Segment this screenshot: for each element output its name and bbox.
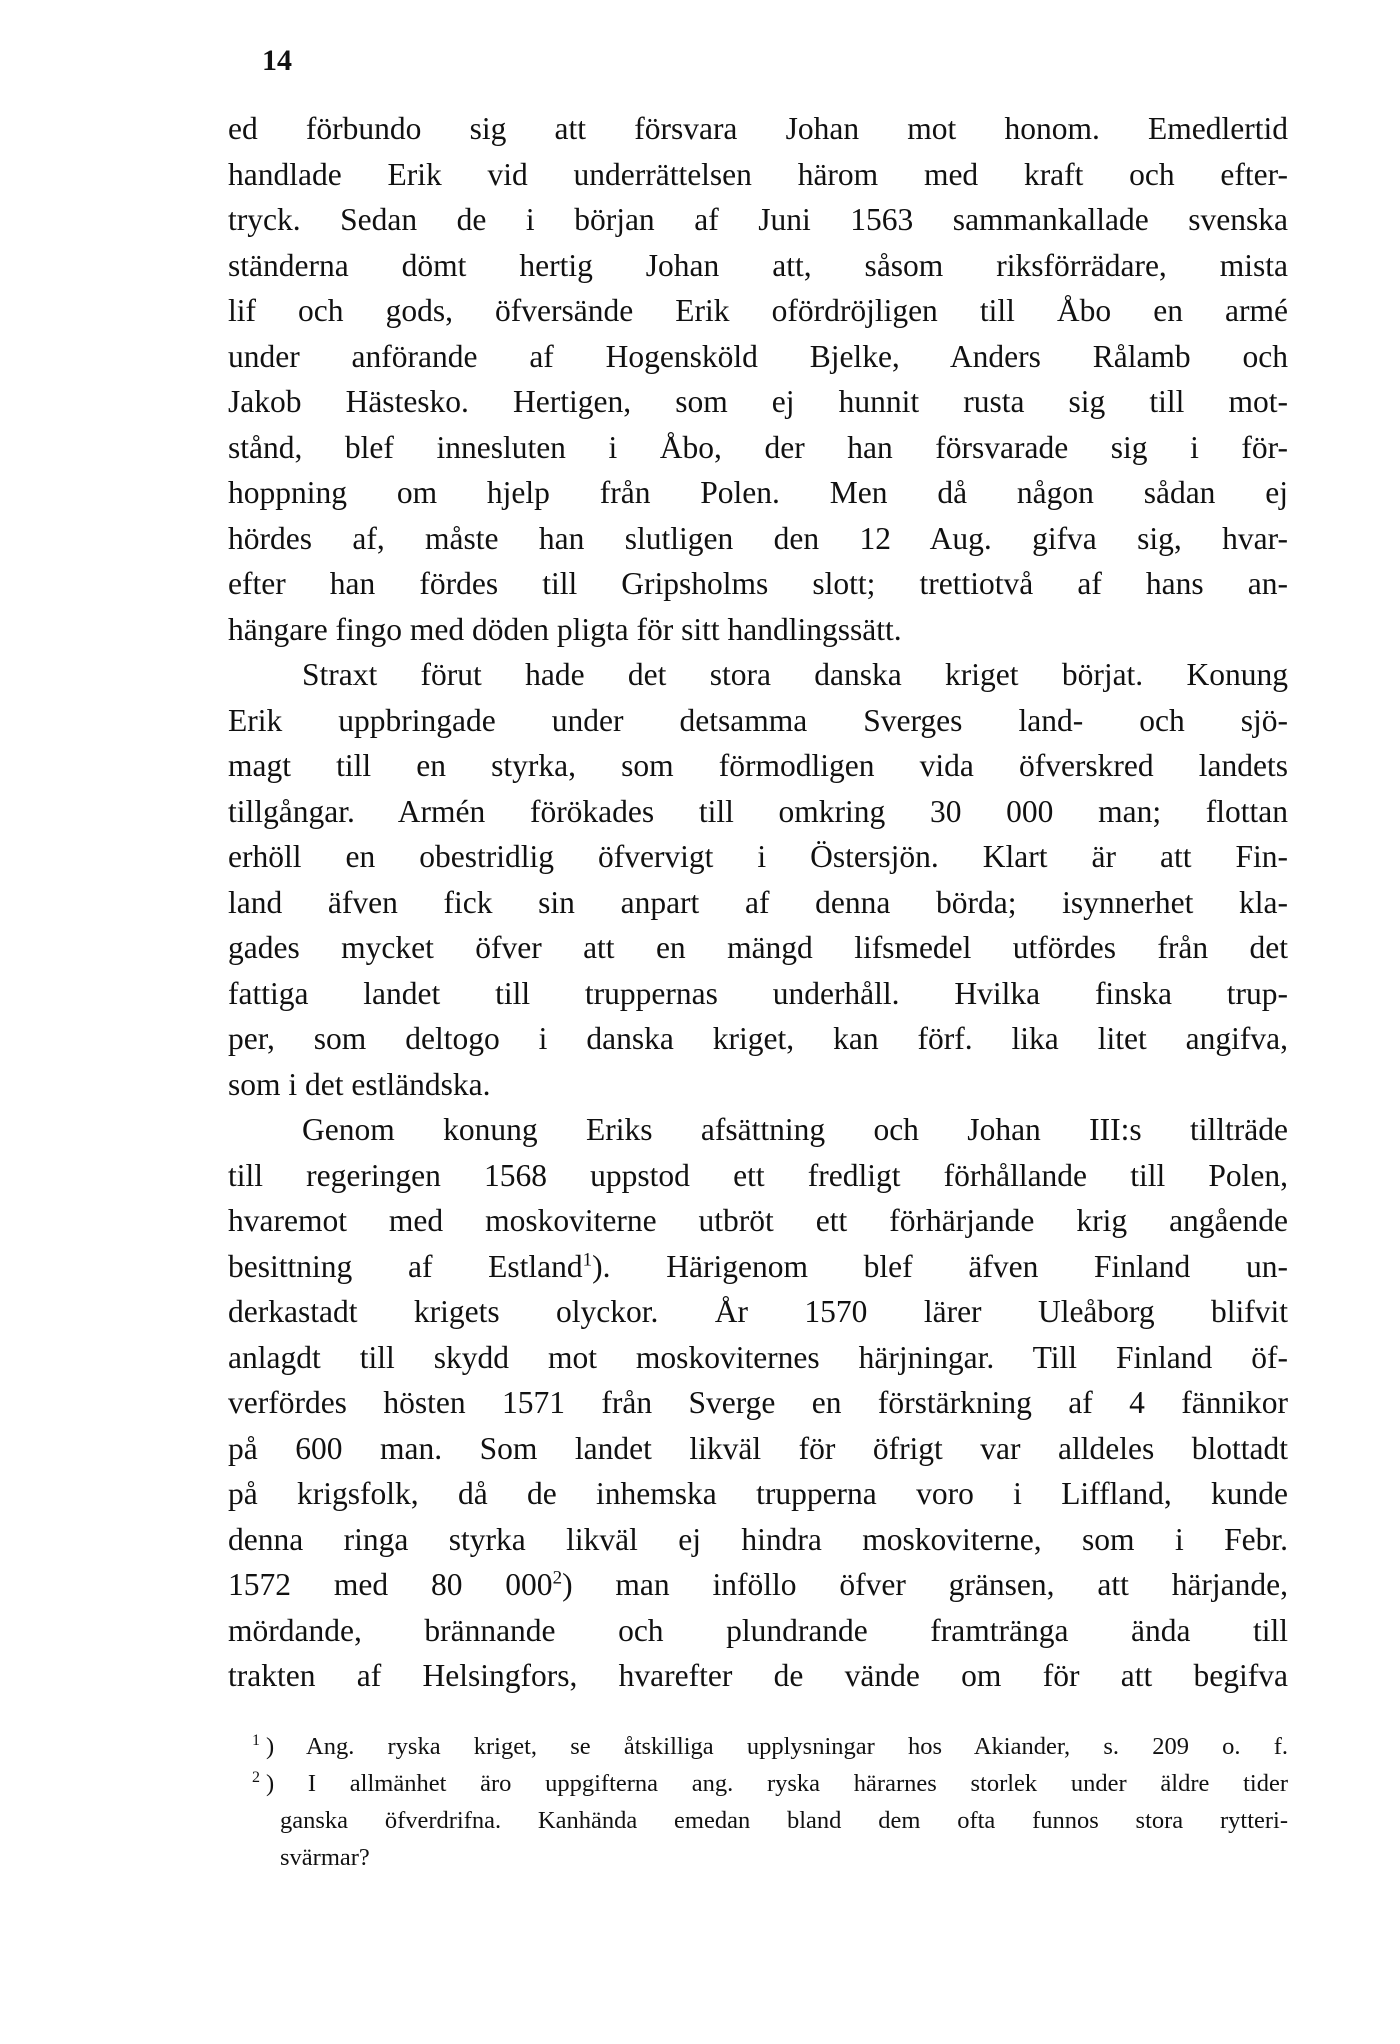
footnote-2-continued: svärmar? [280, 1844, 370, 1871]
footnote-reference: 1 [582, 1249, 593, 1270]
line-start: 1572 med 80 000 [228, 1567, 553, 1602]
line-end: ). Härigenom blef äfven Finland un- [592, 1248, 1288, 1284]
text-line: som i det estländska. [228, 1066, 491, 1102]
footnote-marker: 1 [252, 1731, 260, 1749]
footnote-text: ) I allmänhet äro uppgifterna ang. ryska härarnes storlek under äldre tider [266, 1770, 1288, 1797]
text-line [228, 1562, 1288, 1608]
text-line: Genom konung Eriks afsättning och Johan III:s tillträde [302, 1112, 1288, 1147]
footnote-text: ) Ang. ryska kriget, se åtskilliga upplysningar hos Akiander, s. 209 o. f. [266, 1733, 1288, 1760]
text-line: ed förbundo sig att försvara Johan mot honom. Emedlertid [228, 111, 1288, 146]
text-line: på 600 man. Som landet likväl för öfrigt var alldeles blottadt [228, 1430, 1288, 1466]
line-end: ) man inföllo öfver gränsen, att härjande, [562, 1567, 1289, 1602]
footnote-marker: 2 [252, 1768, 260, 1786]
text-line: gades mycket öfver att en mängd lifsmedel utfördes från det [228, 930, 1288, 965]
footnote-2-continued: ganska öfverdrifna. Kanhända emedan bland dem ofta funnos stora rytteri- [280, 1807, 1288, 1834]
text-line: hvaremot med moskoviterne utbröt ett förhärjande krig angående [228, 1203, 1288, 1238]
footnote-1 [252, 1728, 1288, 1765]
text-line: till regeringen 1568 uppstod ett fredligt förhållande till Polen, [228, 1157, 1288, 1193]
text-line: mördande, brännande och plundrande framtränga ända till [228, 1612, 1288, 1648]
text-line: under anförande af Hogensköld Bjelke, Anders Rålamb och [228, 338, 1288, 374]
text-line: lif och gods, öfversände Erik ofördröjligen till Åbo en armé [228, 293, 1288, 328]
text-line: trakten af Helsingfors, hvarefter de vände om för att begifva [228, 1658, 1288, 1693]
text-line: tryck. Sedan de i början af Juni 1563 sammankallade svenska [228, 202, 1288, 237]
page-number: 14 [262, 44, 292, 77]
text-line: erhöll en obestridlig öfvervigt i Östersjön. Klart är att Fin- [228, 839, 1288, 874]
text-line: stånd, blef innesluten i Åbo, der han försvarade sig i för- [228, 429, 1288, 465]
text-line: land äfven fick sin anpart af denna börda; isynnerhet kla- [228, 884, 1288, 920]
text-line [228, 1244, 1288, 1290]
text-line: per, som deltogo i danska kriget, kan förf. lika litet angifva, [228, 1021, 1288, 1056]
text-line: derkastadt krigets olyckor. År 1570 lärer Uleåborg blifvit [228, 1294, 1288, 1329]
text-line: hördes af, måste han slutligen den 12 Aug. gifva sig, hvar- [228, 520, 1288, 556]
text-line: Jakob Hästesko. Hertigen, som ej hunnit rusta sig till mot- [228, 384, 1288, 419]
text-line: denna ringa styrka likväl ej hindra moskoviterne, som i Febr. [228, 1521, 1288, 1557]
text-line: hängare fingo med döden pligta för sitt handlingssätt. [228, 611, 902, 647]
text-line: handlade Erik vid underrättelsen härom med kraft och efter- [228, 156, 1288, 192]
text-line: på krigsfolk, då de inhemska trupperna voro i Liffland, kunde [228, 1476, 1288, 1511]
text-line: magt till en styrka, som förmodligen vida öfverskred landets [228, 748, 1288, 783]
text-line: verfördes hösten 1571 från Sverge en förstärkning af 4 fännikor [228, 1385, 1288, 1420]
text-line: efter han fördes till Gripsholms slott; trettiotvå af hans an- [228, 566, 1288, 601]
text-line: anlagdt till skydd mot moskoviternes härjningar. Till Finland öf- [228, 1339, 1288, 1375]
text-line: fattiga landet till truppernas underhåll. Hvilka finska trup- [228, 975, 1288, 1011]
footnote-2 [252, 1765, 1288, 1802]
footnote-reference: 2 [552, 1567, 563, 1589]
line-start: besittning af Estland [228, 1248, 583, 1284]
text-line: hoppning om hjelp från Polen. Men då någon sådan ej [228, 475, 1288, 510]
text-line: Straxt förut hade det stora danska kriget börjat. Konung [302, 657, 1288, 692]
text-line: tillgångar. Armén förökades till omkring 30 000 man; flottan [228, 793, 1288, 829]
text-line: Erik uppbringade under detsamma Sverges land- och sjö- [228, 702, 1288, 738]
text-line: ständerna dömt hertig Johan att, såsom riksförrädare, mista [228, 247, 1288, 283]
body-text [228, 106, 1288, 1699]
footnotes [252, 1728, 1288, 1876]
